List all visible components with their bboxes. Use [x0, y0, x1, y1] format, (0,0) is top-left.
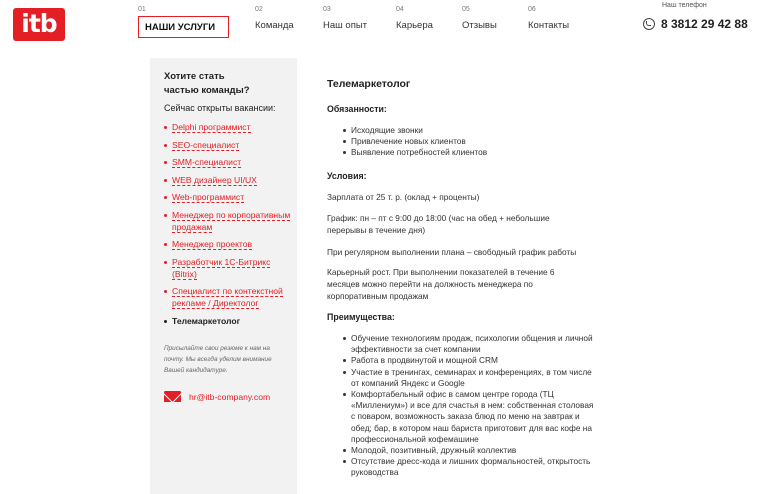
vacancy-content: [327, 78, 597, 478]
nav-item-services-box[interactable]: [138, 16, 229, 38]
resume-note: Присылайте свои резюме к нам на почту. Мы всегда уделим внимание Вашей кандидатуре.: [164, 345, 272, 374]
list-item: Работа в продвинутой и мощной CRM: [343, 355, 598, 366]
vacancy-link-delphi[interactable]: Delphi программист: [164, 121, 294, 133]
nav-number: 01: [138, 6, 146, 13]
vacancy-current-telemarketer: Телемаркетолог: [164, 315, 294, 327]
sidebar-title-line1: Хотите стать: [164, 71, 225, 82]
list-item: Обучение технологиям продаж, психологии общения и личной эффективности за счет компании: [343, 333, 598, 355]
nav-number: 04: [396, 6, 404, 13]
benefits-heading: Преимущества:: [327, 312, 395, 322]
itb-logo[interactable]: itb: [13, 8, 65, 41]
vacancy-title: Телемаркетолог: [327, 78, 411, 90]
vacancies-sidebar: [150, 58, 297, 494]
nav-label-services[interactable]: НАШИ УСЛУГИ: [145, 22, 216, 33]
vacancy-list: [164, 121, 294, 332]
nav-label-reviews[interactable]: Отзывы: [462, 20, 497, 31]
list-item: Молодой, позитивный, дружный коллектив: [343, 445, 598, 456]
list-item: Выявление потребностей клиентов: [343, 147, 598, 158]
list-item: Отсутствие дресс-кода и лишних формальностей, открытость руководства: [343, 456, 598, 478]
vacancy-link-project-manager[interactable]: Менеджер проектов: [164, 238, 294, 250]
schedule-text: График: пн – пт с 9:00 до 18:00 (час на обед + небольшие перерывы в течение дня): [327, 213, 550, 235]
vacancy-link-context-ads[interactable]: Специалист по контекстной рекламе / Директолог: [164, 285, 294, 309]
vacancy-link-seo[interactable]: SEO-специалист: [164, 139, 294, 151]
email-link[interactable]: [164, 391, 270, 402]
phone-link[interactable]: [643, 17, 748, 31]
list-item: Привлечение новых клиентов: [343, 136, 598, 147]
nav-number: 05: [462, 6, 470, 13]
conditions-heading: Условия:: [327, 171, 367, 181]
nav-label-career[interactable]: Карьера: [396, 20, 433, 31]
vacancy-link-web-designer[interactable]: WEB дизайнер UI/UX: [164, 174, 294, 186]
envelope-icon: [164, 391, 181, 402]
phone-label: Наш телефон: [662, 2, 707, 9]
vacancy-link-sales-manager[interactable]: Менеджер по корпоративным продажам: [164, 209, 294, 233]
free-schedule-text: При регулярном выполнении плана – свободный график работы: [327, 247, 577, 257]
vacancy-link-web-programmer[interactable]: Web-программист: [164, 191, 294, 203]
sidebar-title-line2: частью команды?: [164, 85, 250, 96]
nav-number: 06: [528, 6, 536, 13]
sidebar-title: [164, 70, 250, 98]
career-text: Карьерный рост. При выполнении показателей в течение 6 месяцев можно перейти на должность менеджера по корпоративным продажам: [327, 267, 555, 301]
list-item: Участие в тренингах, семинарах и конференциях, в том числе от компаний Яндекс и Google: [343, 367, 598, 389]
phone-icon: [643, 18, 655, 30]
phone-number[interactable]: 8 3812 29 42 88: [661, 17, 748, 31]
nav-label-team[interactable]: Команда: [255, 20, 294, 31]
site-header: [0, 0, 759, 58]
vacancy-link-smm[interactable]: SMM-специалист: [164, 156, 294, 168]
nav-number: 02: [255, 6, 263, 13]
vacancy-link-bitrix-developer[interactable]: Разработчик 1С-Битрикс (Bitrix): [164, 256, 294, 280]
nav-number: 03: [323, 6, 331, 13]
sidebar-subtitle: Сейчас открыты вакансии:: [164, 103, 276, 113]
duties-list: [343, 125, 598, 159]
salary-text: Зарплата от 25 т. р. (оклад + проценты): [327, 192, 480, 202]
email-address[interactable]: hr@itb-company.com: [189, 392, 271, 402]
nav-label-experience[interactable]: Наш опыт: [323, 20, 368, 31]
nav-label-contacts[interactable]: Контакты: [528, 20, 570, 31]
list-item: Комфортабельный офис в самом центре города (ТЦ «Миллениум») и все для счастья в нем: собственная столовая с поваром, возможность заказа блюд по меню на завтрак и обед; бар, в котором наш бариста приготовит для вас кофе на профессиональной кофемашине: [343, 389, 598, 445]
duties-heading: Обязанности:: [327, 104, 387, 114]
list-item: Исходящие звонки: [343, 125, 598, 136]
benefits-list: [343, 333, 598, 479]
